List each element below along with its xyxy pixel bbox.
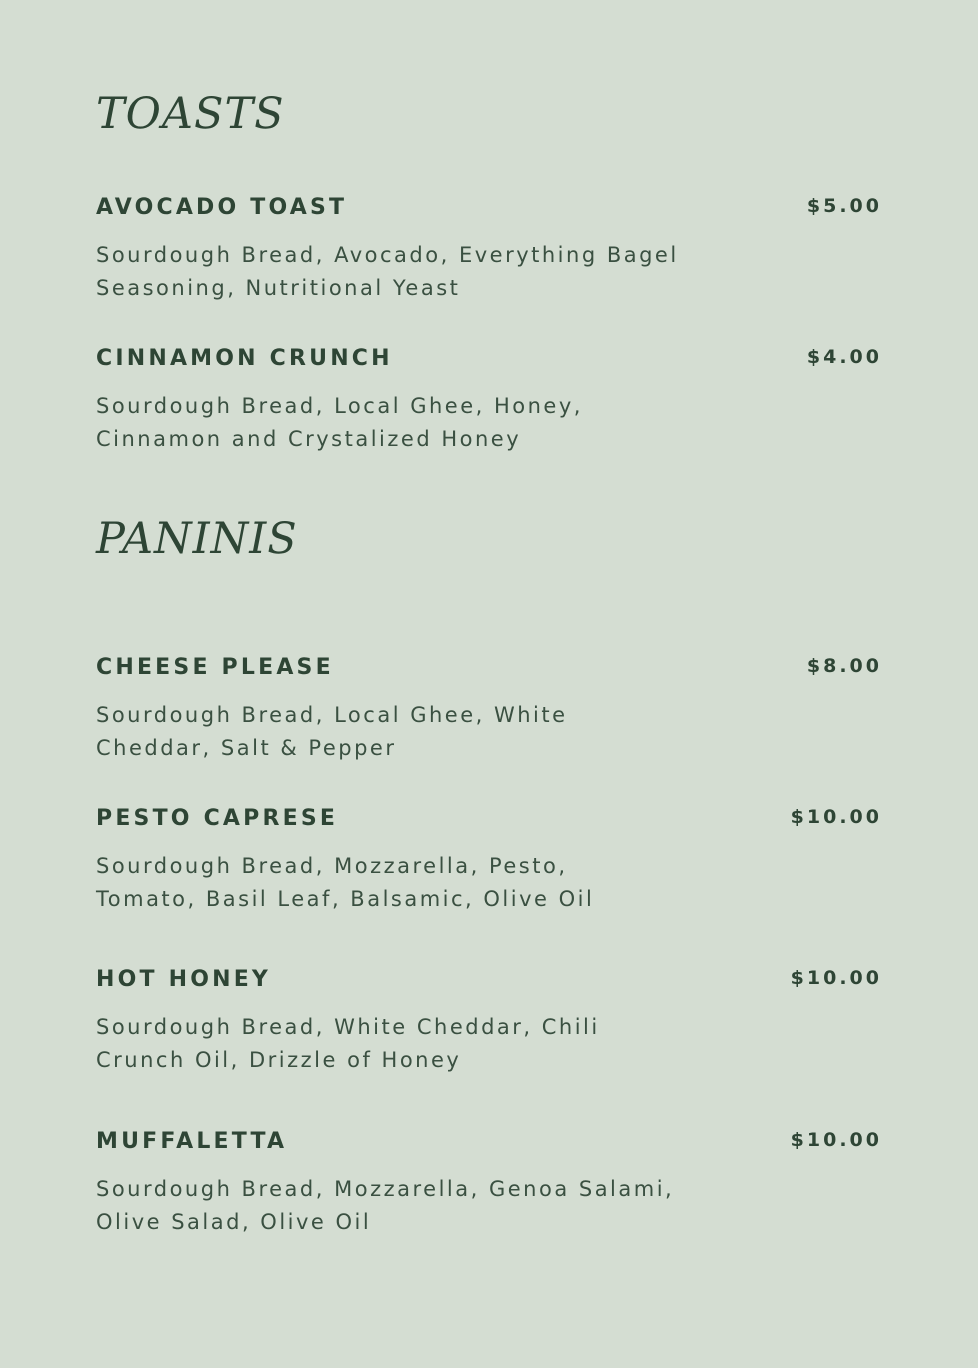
item-description-line: Cheddar, Salt & Pepper [96,736,397,760]
item-description-line: Sourdough Bread, Avocado, Everything Bagel [96,243,679,267]
item-description [96,239,716,305]
item-price: $10.00 [790,1129,882,1151]
item-description-line: Sourdough Bread, Local Ghee, White [96,703,568,727]
item-description-line: Seasoning, Nutritional Yeast [96,276,461,300]
item-description-line: Sourdough Bread, Mozzarella, Pesto, [96,854,568,878]
section-title-paninis: PANINIS [96,514,298,564]
item-description-line: Olive Salad, Olive Oil [96,1210,372,1234]
item-description [96,1173,716,1239]
item-description [96,850,716,916]
item-name: PESTO CAPRESE [96,806,339,831]
item-price: $4.00 [806,346,882,368]
item-description [96,390,716,456]
item-description-line: Cinnamon and Crystalized Honey [96,427,522,451]
item-description [96,699,716,765]
item-name: AVOCADO TOAST [96,195,348,220]
item-name: CINNAMON CRUNCH [96,346,393,371]
item-name: HOT HONEY [96,967,272,992]
item-price: $8.00 [806,655,882,677]
item-description-line: Sourdough Bread, Local Ghee, Honey, [96,394,583,418]
item-description-line: Tomato, Basil Leaf, Balsamic, Olive Oil [96,887,595,911]
item-description-line: Crunch Oil, Drizzle of Honey [96,1048,462,1072]
item-description-line: Sourdough Bread, White Cheddar, Chili [96,1015,600,1039]
section-title-toasts: TOASTS [96,89,285,139]
item-name: MUFFALETTA [96,1129,288,1154]
item-price: $5.00 [806,195,882,217]
item-price: $10.00 [790,806,882,828]
item-description [96,1011,716,1077]
item-price: $10.00 [790,967,882,989]
item-description-line: Sourdough Bread, Mozzarella, Genoa Salami, [96,1177,675,1201]
item-name: CHEESE PLEASE [96,655,334,680]
